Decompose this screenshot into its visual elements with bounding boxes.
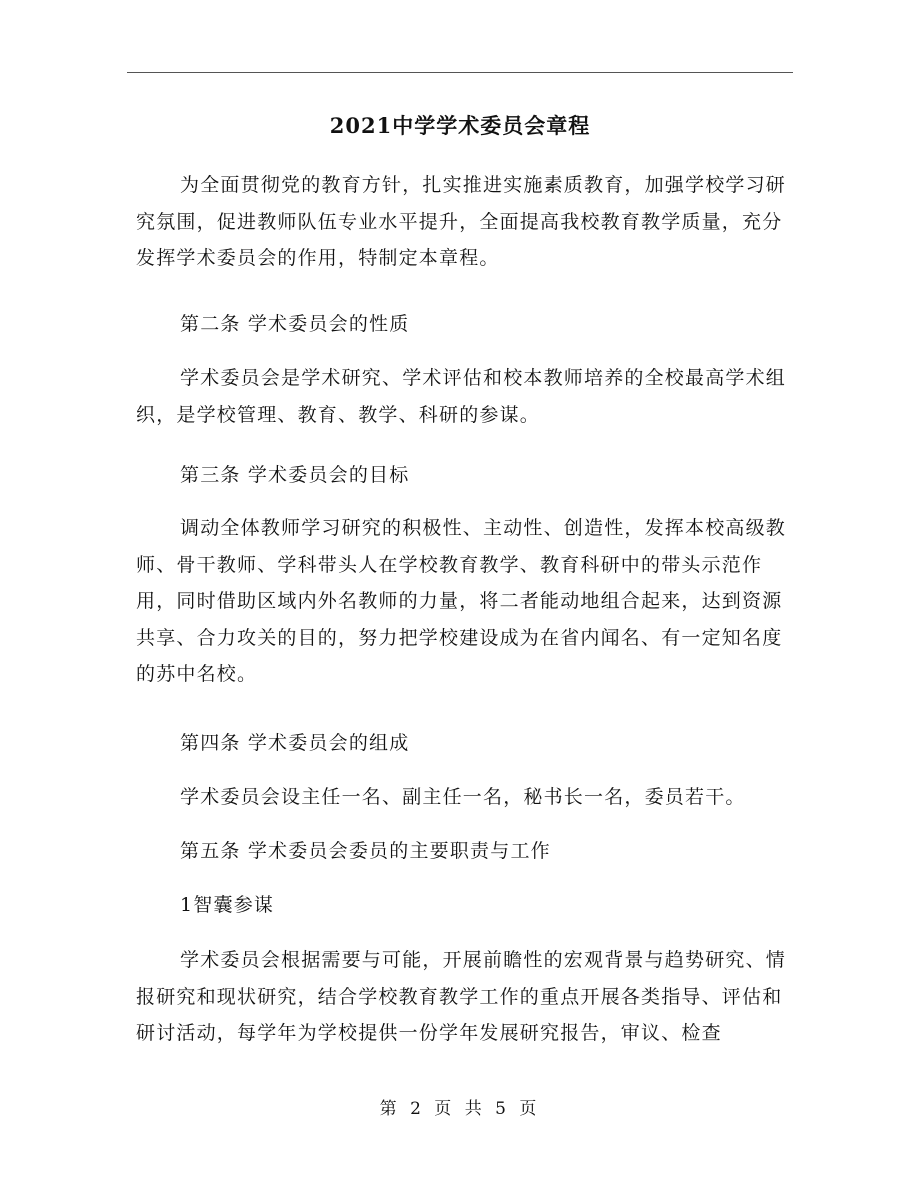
article-heading-4 [136,725,796,762]
paragraph-text: 第三条 学术委员会的目标 [180,464,410,486]
paragraph-nature [136,360,796,433]
paragraph-goals [136,510,796,693]
paragraph-advisory [136,942,796,1052]
paragraph-text: 为全面贯彻党的教育方针，扎实推进实施素质教育，加强学校学习研究氛围，促进教师队伍专业水平提升，全面提高我校教育教学质量，充分发挥学术委员会的作用，特制定本章程。 [136,174,787,269]
paragraph-text: 调动全体教师学习研究的积极性、主动性、创造性，发挥本校高级教师、骨干教师、学科带头人在学校教育教学、教育科研中的带头示范作用，同时借助区域内外名教师的力量，将二者能动地组合起来，达到资源共享、合力攻关的目的，努力把学校建设成为在省内闻名、有一定知名度的苏中名校。 [136,517,787,685]
article-heading-2 [136,306,796,343]
article-heading-5 [136,833,796,870]
header-rule [127,72,793,73]
paragraph-text: 第五条 学术委员会委员的主要职责与工作 [180,840,551,862]
page-number: 第 2 页 共 5 页 [379,1099,541,1119]
sub-heading-1 [136,887,796,924]
paragraph-text: 1智囊参谋 [180,894,275,916]
paragraph-text: 学术委员会根据需要与可能，开展前瞻性的宏观背景与趋势研究、情报研究和现状研究，结合学校教育教学工作的重点开展各类指导、评估和研讨活动，每学年为学校提供一份学年发展研究报告，审议、检查 [136,949,787,1044]
paragraph-text: 学术委员会设主任一名、副主任一名，秘书长一名，委员若干。 [180,786,746,808]
paragraph-composition [136,779,796,816]
article-heading-3 [136,457,796,494]
paragraph-intro [136,167,796,277]
document-title: 2021中学学术委员会章程 [329,113,591,138]
paragraph-text: 第二条 学术委员会的性质 [180,313,410,335]
paragraph-text: 学术委员会是学术研究、学术评估和校本教师培养的全校最高学术组织，是学校管理、教育、教学、科研的参谋。 [136,367,787,426]
paragraph-text: 第四条 学术委员会的组成 [180,732,410,754]
